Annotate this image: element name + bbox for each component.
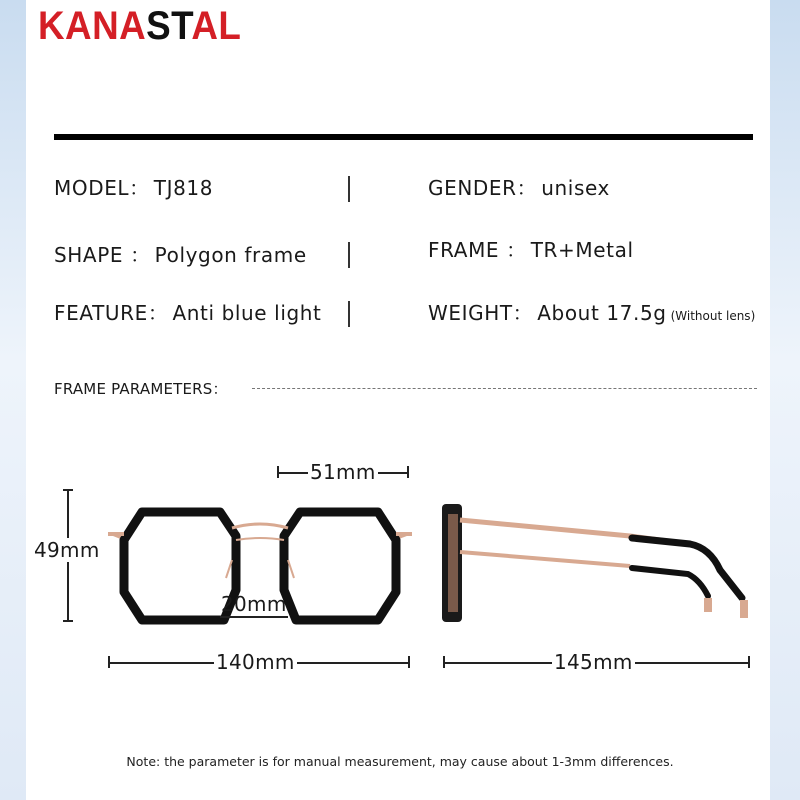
dimension-tick xyxy=(407,466,409,478)
gender-label: GENDER： xyxy=(428,176,538,200)
bridge-label: 20mm xyxy=(221,592,287,616)
frame-width-label: 140mm xyxy=(216,650,295,674)
measurement-note: Note: the parameter is for manual measurement, may cause about 1-3mm differences. xyxy=(126,754,674,769)
lens-height-label: 49mm xyxy=(34,538,100,562)
temple-length-label: 145mm xyxy=(554,650,633,674)
shape-label: SHAPE ： xyxy=(54,243,151,267)
dimension-tick xyxy=(748,656,750,668)
frame-value: TR+Metal xyxy=(530,238,634,262)
lens-width-label: 51mm xyxy=(310,460,376,484)
shape-value: Polygon frame xyxy=(154,243,307,267)
bridge-line xyxy=(220,616,288,618)
dimension-tick xyxy=(63,620,73,622)
frame-label: FRAME ： xyxy=(428,238,527,262)
model-label: MODEL： xyxy=(54,176,150,200)
frame-parameters-title: FRAME PARAMETERS： xyxy=(54,380,228,398)
weight-value: About 17.5g xyxy=(537,301,667,325)
side-view-glasses xyxy=(442,504,748,622)
feature-label: FEATURE： xyxy=(54,301,169,325)
weight-label: WEIGHT： xyxy=(428,301,534,325)
gender-value: unisex xyxy=(541,176,610,200)
dimension-tick xyxy=(408,656,410,668)
feature-value: Anti blue light xyxy=(172,301,322,325)
model-value: TJ818 xyxy=(153,176,214,200)
brand-logo: KANASTAL xyxy=(38,4,242,48)
weight-note: (Without lens) xyxy=(670,309,756,323)
